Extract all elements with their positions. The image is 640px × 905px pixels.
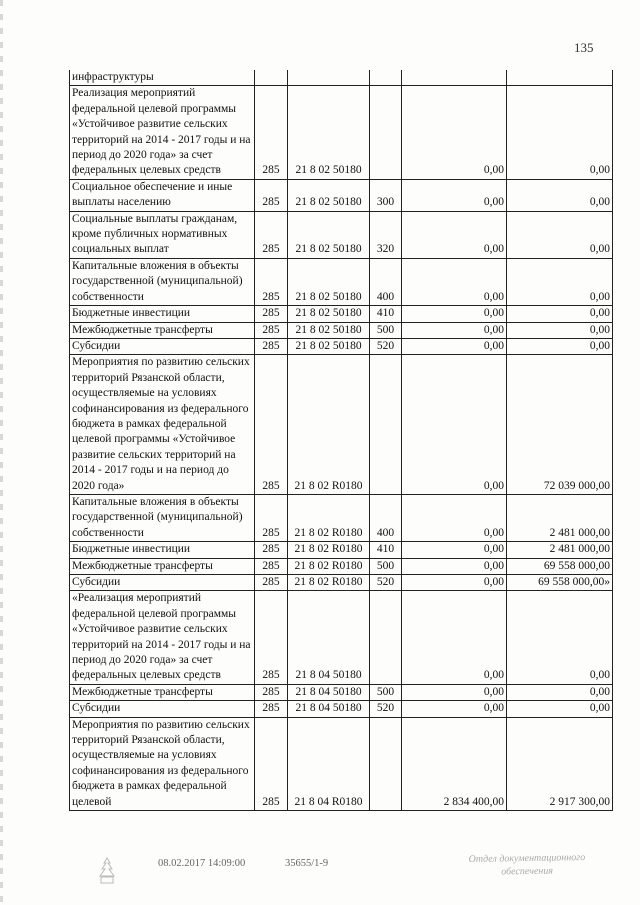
cell-amount-1: 0,00 bbox=[402, 542, 507, 558]
cell-target-article: 21 8 04 50180 bbox=[288, 591, 370, 684]
cell-target-article: 21 8 02 50180 bbox=[288, 322, 370, 338]
cell-expense-type: 300 bbox=[370, 179, 402, 211]
table-row bbox=[70, 338, 613, 354]
cell-amount-1: 0,00 bbox=[402, 684, 507, 700]
cell-target-article: 21 8 02 50180 bbox=[288, 258, 370, 305]
table-row bbox=[70, 591, 613, 684]
cell-name: Реализация мероприятий федеральной целевой программы «Устойчивое развитие сельских территорий на 2014 - 2017 годы и на период до 2020 года» за счет федеральных целевых средств bbox=[70, 86, 255, 179]
cell-target-article: 21 8 02 50180 bbox=[288, 86, 370, 179]
page-number: 135 bbox=[574, 40, 594, 55]
cell-expense-type: 520 bbox=[370, 575, 402, 591]
cell-amount-2: 69 558 000,00 bbox=[507, 558, 613, 574]
cell-name: Социальное обеспечение и иные выплаты населению bbox=[70, 179, 255, 211]
cell-expense-type: 500 bbox=[370, 558, 402, 574]
cell-amount-2: 2 481 000,00 bbox=[507, 542, 613, 558]
cell-amount-2: 2 481 000,00 bbox=[507, 494, 613, 541]
registration-stamp bbox=[452, 851, 602, 880]
cell-amount-2: 0,00 bbox=[507, 322, 613, 338]
cell-admin-code: 285 bbox=[255, 211, 288, 258]
cell-admin-code: 285 bbox=[255, 494, 288, 541]
table-body bbox=[70, 70, 613, 811]
cell-amount-2 bbox=[507, 70, 613, 86]
cell-amount-1: 0,00 bbox=[402, 338, 507, 354]
cell-name: Мероприятия по развитию сельских территорий Рязанской области, осуществляемые на условиях софинансирования из федерального бюджета в рамках федеральной целевой bbox=[70, 717, 255, 810]
cell-admin-code: 285 bbox=[255, 338, 288, 354]
table-row bbox=[70, 306, 613, 322]
cell-admin-code: 285 bbox=[255, 591, 288, 684]
cell-target-article: 21 8 04 50180 bbox=[288, 684, 370, 700]
cell-target-article: 21 8 02 50180 bbox=[288, 179, 370, 211]
table-row bbox=[70, 70, 613, 86]
table-row bbox=[70, 211, 613, 258]
cell-name: Бюджетные инвестиции bbox=[70, 306, 255, 322]
table-row bbox=[70, 558, 613, 574]
cell-expense-type bbox=[370, 70, 402, 86]
cell-name: Мероприятия по развитию сельских территорий Рязанской области, осуществляемые на условиях софинансирования из федерального бюджета в рамках федеральной целевой программы «Устойчивое развитие сельских территорий на 2014 - 2017 годы и на период до 2020 года» bbox=[70, 355, 255, 495]
table-row bbox=[70, 701, 613, 717]
cell-expense-type: 500 bbox=[370, 684, 402, 700]
cell-amount-1: 2 834 400,00 bbox=[402, 717, 507, 810]
cell-amount-2: 0,00 bbox=[507, 701, 613, 717]
cell-admin-code: 285 bbox=[255, 306, 288, 322]
cell-amount-2: 0,00 bbox=[507, 86, 613, 179]
cell-name: Субсидии bbox=[70, 575, 255, 591]
cell-expense-type: 410 bbox=[370, 542, 402, 558]
budget-table bbox=[69, 70, 613, 811]
cell-name: Бюджетные инвестиции bbox=[70, 542, 255, 558]
cell-target-article: 21 8 02 50180 bbox=[288, 338, 370, 354]
cell-amount-2: 0,00 bbox=[507, 258, 613, 305]
cell-admin-code bbox=[255, 70, 288, 86]
stamp-line-1: Отдел документационного bbox=[468, 851, 586, 866]
cell-expense-type: 320 bbox=[370, 211, 402, 258]
cell-expense-type: 520 bbox=[370, 338, 402, 354]
cell-expense-type bbox=[370, 591, 402, 684]
cell-name: Межбюджетные трансферты bbox=[70, 322, 255, 338]
cell-target-article: 21 8 02 R0180 bbox=[288, 575, 370, 591]
cell-admin-code: 285 bbox=[255, 701, 288, 717]
scan-edge-marks bbox=[0, 0, 3, 905]
cell-name: Межбюджетные трансферты bbox=[70, 684, 255, 700]
cell-name: «Реализация мероприятий федеральной целевой программы «Устойчивое развитие сельских территорий на 2014 - 2017 годы и на период до 2020 года» за счет федеральных целевых средств bbox=[70, 591, 255, 684]
cell-admin-code: 285 bbox=[255, 86, 288, 179]
cell-target-article: 21 8 02 R0180 bbox=[288, 355, 370, 495]
cell-name: Субсидии bbox=[70, 701, 255, 717]
cell-admin-code: 285 bbox=[255, 258, 288, 305]
cell-amount-2: 0,00 bbox=[507, 306, 613, 322]
cell-target-article bbox=[288, 70, 370, 86]
table-row bbox=[70, 542, 613, 558]
cell-expense-type: 500 bbox=[370, 322, 402, 338]
cell-amount-1: 0,00 bbox=[402, 558, 507, 574]
cell-amount-2: 69 558 000,00» bbox=[507, 575, 613, 591]
cell-amount-2: 2 917 300,00 bbox=[507, 717, 613, 810]
cell-name: Межбюджетные трансферты bbox=[70, 558, 255, 574]
cell-amount-2: 0,00 bbox=[507, 591, 613, 684]
cell-name: Субсидии bbox=[70, 338, 255, 354]
table-row bbox=[70, 494, 613, 541]
cell-amount-1: 0,00 bbox=[402, 575, 507, 591]
table-row bbox=[70, 684, 613, 700]
stamp-line-2: обеспечения bbox=[501, 865, 554, 878]
emblem-mark bbox=[95, 857, 119, 885]
cell-name: инфраструктуры bbox=[70, 70, 255, 86]
cell-amount-1: 0,00 bbox=[402, 179, 507, 211]
cell-target-article: 21 8 02 50180 bbox=[288, 306, 370, 322]
table-row bbox=[70, 322, 613, 338]
cell-target-article: 21 8 04 R0180 bbox=[288, 717, 370, 810]
cell-target-article: 21 8 02 50180 bbox=[288, 211, 370, 258]
cell-amount-2: 0,00 bbox=[507, 684, 613, 700]
cell-amount-1: 0,00 bbox=[402, 306, 507, 322]
cell-target-article: 21 8 02 R0180 bbox=[288, 542, 370, 558]
cell-amount-1: 0,00 bbox=[402, 322, 507, 338]
cell-amount-1: 0,00 bbox=[402, 86, 507, 179]
footer-doc-code: 35655/1-9 bbox=[285, 858, 329, 869]
cell-admin-code: 285 bbox=[255, 684, 288, 700]
cell-target-article: 21 8 02 R0180 bbox=[288, 494, 370, 541]
cell-amount-1: 0,00 bbox=[402, 355, 507, 495]
cell-name: Капитальные вложения в объекты государственной (муниципальной) собственности bbox=[70, 494, 255, 541]
cell-target-article: 21 8 04 50180 bbox=[288, 701, 370, 717]
cell-name: Социальные выплаты гражданам, кроме публичных нормативных социальных выплат bbox=[70, 211, 255, 258]
cell-amount-1: 0,00 bbox=[402, 591, 507, 684]
cell-admin-code: 285 bbox=[255, 717, 288, 810]
cell-amount-1: 0,00 bbox=[402, 701, 507, 717]
cell-expense-type: 410 bbox=[370, 306, 402, 322]
cell-admin-code: 285 bbox=[255, 558, 288, 574]
cell-admin-code: 285 bbox=[255, 322, 288, 338]
cell-target-article: 21 8 02 R0180 bbox=[288, 558, 370, 574]
cell-expense-type bbox=[370, 355, 402, 495]
cell-admin-code: 285 bbox=[255, 179, 288, 211]
cell-amount-2: 0,00 bbox=[507, 211, 613, 258]
cell-amount-2: 0,00 bbox=[507, 179, 613, 211]
cell-admin-code: 285 bbox=[255, 575, 288, 591]
table-row bbox=[70, 86, 613, 179]
footer-datetime: 08.02.2017 14:09:00 bbox=[158, 858, 246, 869]
table-row bbox=[70, 575, 613, 591]
cell-expense-type: 400 bbox=[370, 494, 402, 541]
cell-amount-1 bbox=[402, 70, 507, 86]
cell-amount-2: 72 039 000,00 bbox=[507, 355, 613, 495]
table-row bbox=[70, 258, 613, 305]
cell-amount-1: 0,00 bbox=[402, 494, 507, 541]
cell-name: Капитальные вложения в объекты государственной (муниципальной) собственности bbox=[70, 258, 255, 305]
cell-amount-2: 0,00 bbox=[507, 338, 613, 354]
cell-expense-type bbox=[370, 86, 402, 179]
cell-admin-code: 285 bbox=[255, 355, 288, 495]
cell-expense-type bbox=[370, 717, 402, 810]
table-row bbox=[70, 717, 613, 810]
table-row bbox=[70, 179, 613, 211]
cell-amount-1: 0,00 bbox=[402, 211, 507, 258]
cell-expense-type: 400 bbox=[370, 258, 402, 305]
cell-expense-type: 520 bbox=[370, 701, 402, 717]
cell-admin-code: 285 bbox=[255, 542, 288, 558]
cell-amount-1: 0,00 bbox=[402, 258, 507, 305]
table-row bbox=[70, 355, 613, 495]
